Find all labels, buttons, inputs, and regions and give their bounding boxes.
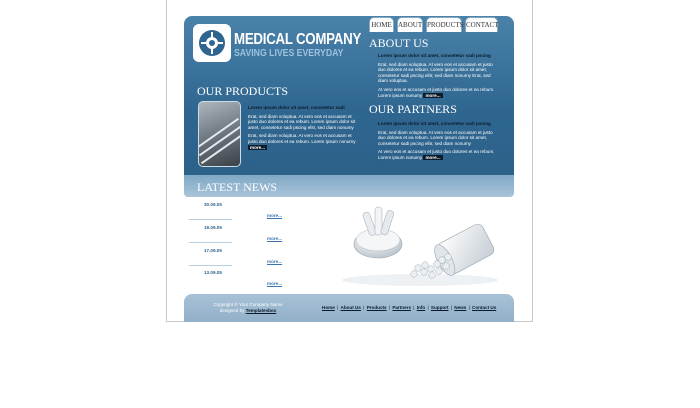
products-lead: Lorem ipsum dolor sit amet, consetetur sadi — [248, 105, 345, 110]
news-divider — [189, 265, 232, 266]
products-para2: Erat, sed diam voluptua. At vero eos et accusam et justo duo dolores et ea rebum. Lorem ipsum nonumy — [248, 133, 356, 144]
product-image — [198, 101, 241, 167]
news-more-link[interactable]: more... — [267, 259, 283, 264]
news-divider — [189, 242, 232, 243]
news-more-link[interactable]: more... — [267, 236, 283, 241]
about-para2: At vero eos et accusam et justo duo dolores et ea rebum. Lorem ipsum nonumy — [378, 86, 495, 98]
about-text — [378, 53, 500, 101]
pills-image — [340, 202, 500, 288]
designed-by-label: designed by — [219, 308, 245, 313]
footer-link-info[interactable]: Info — [416, 305, 426, 310]
copyright-text: Copyright © Your Company Name — [213, 302, 283, 307]
copyright — [208, 302, 288, 314]
footer-link-products[interactable]: Products — [366, 305, 387, 310]
footer-link-contact[interactable]: Contact Us — [472, 305, 497, 310]
partners-text — [378, 121, 500, 164]
footer-link-about[interactable]: About Us — [340, 305, 361, 310]
products-more-link[interactable]: more... — [250, 144, 266, 150]
footer-links: Home | About Us | Products | Partners | Info | Support | News | Contact Us — [322, 305, 497, 310]
footer-link-home[interactable]: Home — [322, 305, 335, 310]
news-date: 19.09.05 — [204, 225, 222, 230]
tab-products[interactable]: PRODUCTS — [426, 17, 462, 32]
partners-para1: Erat, sed diam voluptua. At vero eos et accusam et justo duo dolores et ea rebum. Lorem ipsum dolor sit amet, consetetur sadi pscing elitr, sed diam nonumy — [378, 129, 493, 146]
products-title: OUR PRODUCTS — [197, 84, 289, 98]
partners-para2: At vero eos et accusam et justo duo dolores et ea rebum. Lorem ipsum nonumy — [378, 149, 495, 160]
tab-about[interactable]: ABOUT — [397, 17, 423, 32]
products-para1: Erat, sed diam voluptua. At vero eos et accusam et justo duo dolores et ea rebum. Lorem ipsum dolor sit amet, consetetur sadi pscing elitr, sed diam nonumy — [248, 113, 356, 130]
company-name: MEDICAL COMPANY — [234, 31, 362, 48]
about-lead: Lorem ipsum dolor sit amet, consetetur sadi pscing — [378, 53, 491, 58]
news-date: 30.09.05 — [204, 202, 222, 207]
logo-dot — [209, 40, 215, 46]
footer-link-news[interactable]: News — [454, 305, 467, 310]
company-tagline: SAVING LIVES EVERYDAY — [234, 48, 344, 59]
partners-lead: Lorem ipsum dolor sit amet, consetetur sadi pscing — [378, 121, 491, 126]
news-divider — [189, 219, 232, 220]
footer-link-support[interactable]: Support — [430, 305, 449, 310]
footer-link-partners[interactable]: Partners — [392, 305, 411, 310]
about-para1: Erat, sed diam voluptua. At vero eos et accusam et justo duo dolores et ea rebum. Lorem ipsum dolor sit amet, consetetur sadi pscing elitr, sed diam nonumy Erat, sed diam voluptua. — [378, 61, 493, 84]
news-date: 17.09.05 — [204, 248, 222, 253]
tab-contact[interactable]: CONTACT — [465, 17, 498, 32]
partners-title: OUR PARTNERS — [369, 102, 457, 116]
news-date: 13.09.05 — [204, 270, 222, 275]
about-title: ABOUT US — [369, 36, 429, 50]
news-title: LATEST NEWS — [197, 180, 278, 194]
news-more-link[interactable]: more... — [267, 213, 283, 218]
partners-more-link[interactable]: more... — [425, 154, 441, 160]
about-more-link[interactable]: more... — [425, 92, 441, 98]
tab-home[interactable]: HOME — [369, 17, 394, 32]
designer-link[interactable]: Templatesbox — [245, 308, 277, 313]
products-text — [248, 105, 356, 153]
news-more-link[interactable]: more... — [267, 281, 283, 286]
